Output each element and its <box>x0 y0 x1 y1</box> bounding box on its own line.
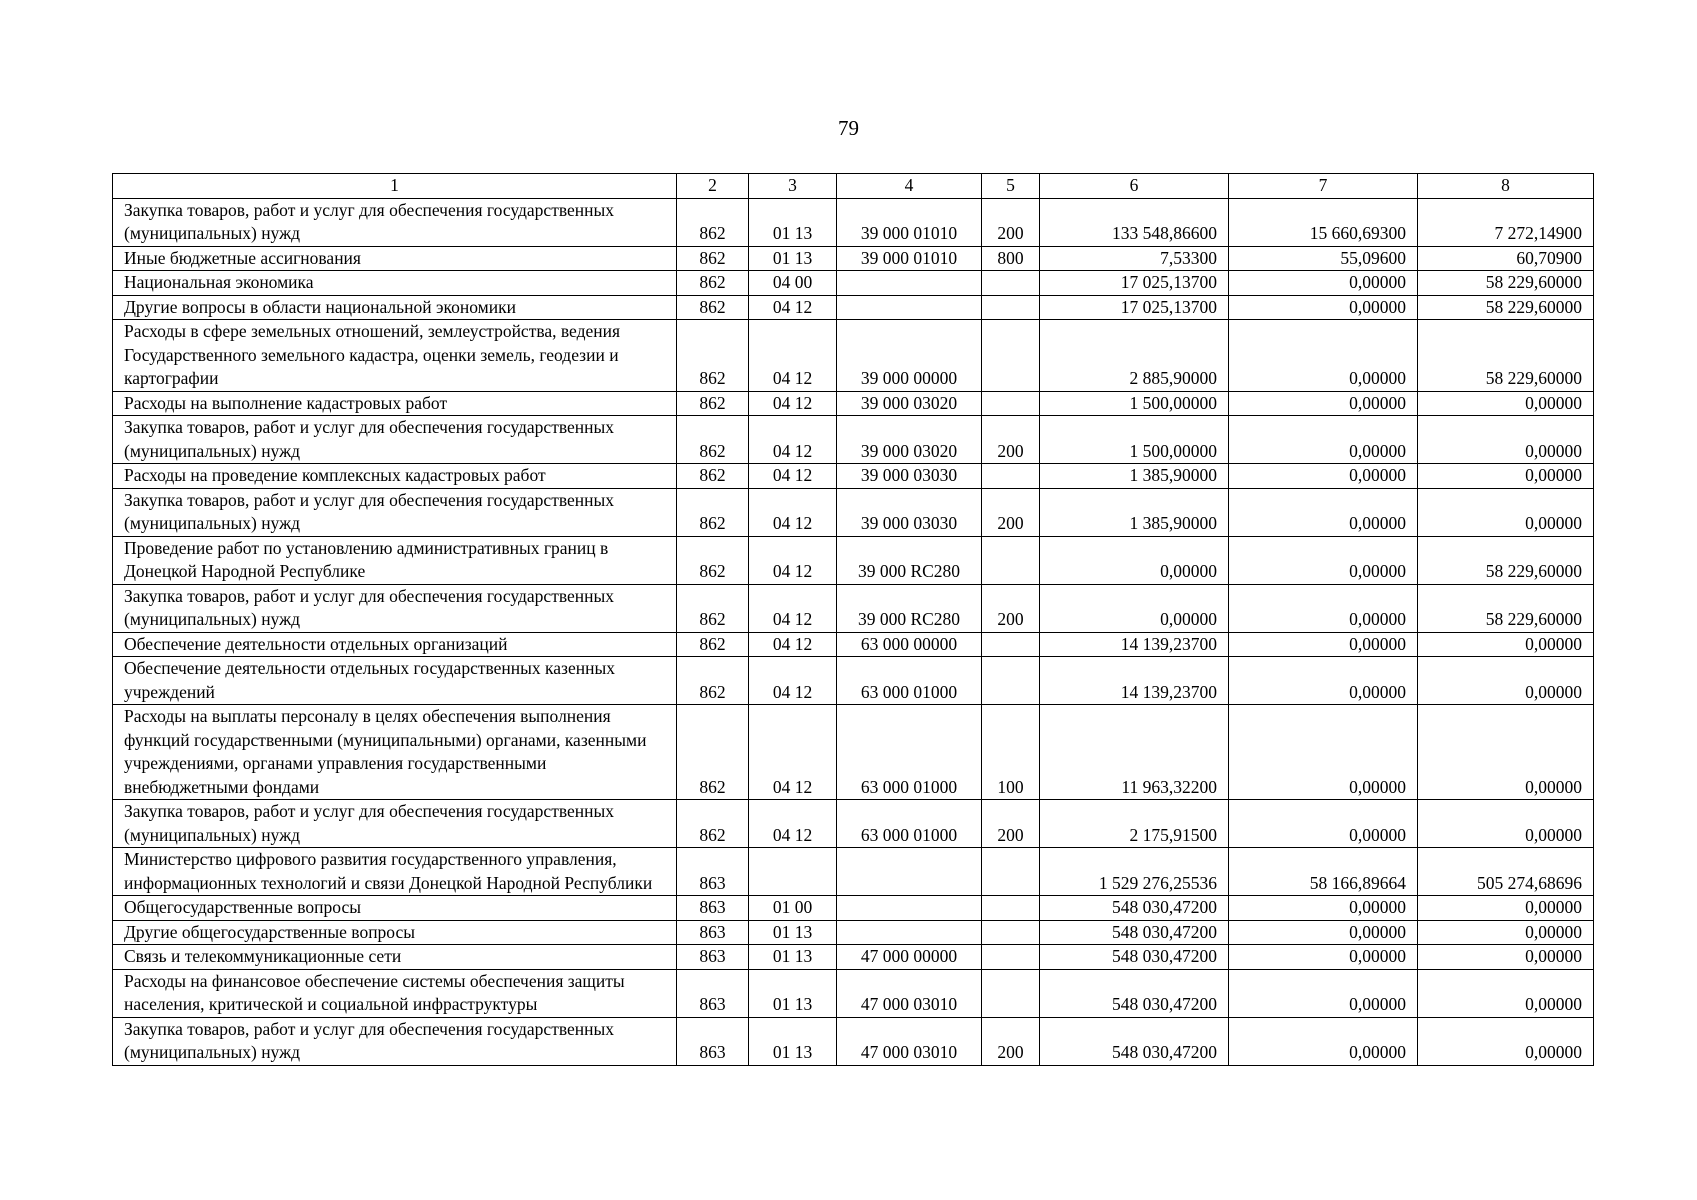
table-row <box>113 464 1594 489</box>
target-article-cell <box>837 848 982 896</box>
section-code-cell: 01 13 <box>749 198 837 246</box>
section-code-cell: 01 13 <box>749 945 837 970</box>
amount-column-7-cell: 0,00000 <box>1229 295 1418 320</box>
column-header: 5 <box>982 174 1040 199</box>
amount-column-7-cell: 0,00000 <box>1229 705 1418 800</box>
page-number: 79 <box>838 116 859 140</box>
target-article-cell: 39 000 03020 <box>837 391 982 416</box>
amount-column-7-cell: 0,00000 <box>1229 632 1418 657</box>
amount-column-7-cell: 0,00000 <box>1229 488 1418 536</box>
amount-column-8-cell: 0,00000 <box>1418 488 1594 536</box>
amount-column-8-cell: 0,00000 <box>1418 464 1594 489</box>
target-article-cell: 39 000 03020 <box>837 416 982 464</box>
expense-name-cell: Закупка товаров, работ и услуг для обеспечения государственных (муниципальных) нужд <box>113 800 677 848</box>
amount-column-8-cell: 0,00000 <box>1418 632 1594 657</box>
section-code-cell: 04 12 <box>749 391 837 416</box>
expense-type-cell <box>982 295 1040 320</box>
ministry-code-cell: 862 <box>677 391 749 416</box>
amount-column-8-cell: 58 229,60000 <box>1418 295 1594 320</box>
expense-name-cell: Расходы в сфере земельных отношений, землеустройства, ведения Государственного земельного кадастра, оценки земель, геодезии и картографии <box>113 320 677 392</box>
amount-column-7-cell: 0,00000 <box>1229 920 1418 945</box>
section-code-cell: 04 12 <box>749 584 837 632</box>
table-row <box>113 536 1594 584</box>
ministry-code-cell: 862 <box>677 271 749 296</box>
amount-column-6-cell: 14 139,23700 <box>1040 657 1229 705</box>
section-code-cell: 04 00 <box>749 271 837 296</box>
amount-column-7-cell: 0,00000 <box>1229 271 1418 296</box>
table-row <box>113 198 1594 246</box>
expense-name-cell: Закупка товаров, работ и услуг для обеспечения государственных (муниципальных) нужд <box>113 416 677 464</box>
expense-name-cell: Другие вопросы в области национальной экономики <box>113 295 677 320</box>
ministry-code-cell: 862 <box>677 536 749 584</box>
section-code-cell: 04 12 <box>749 488 837 536</box>
amount-column-7-cell: 0,00000 <box>1229 945 1418 970</box>
table-row <box>113 848 1594 896</box>
target-article-cell: 39 000 03030 <box>837 488 982 536</box>
expense-type-cell <box>982 320 1040 392</box>
target-article-cell: 63 000 01000 <box>837 800 982 848</box>
expense-type-cell <box>982 896 1040 921</box>
ministry-code-cell: 862 <box>677 800 749 848</box>
amount-column-8-cell: 505 274,68696 <box>1418 848 1594 896</box>
section-code-cell: 01 13 <box>749 246 837 271</box>
amount-column-7-cell: 55,09600 <box>1229 246 1418 271</box>
ministry-code-cell: 862 <box>677 198 749 246</box>
amount-column-7-cell: 0,00000 <box>1229 969 1418 1017</box>
amount-column-8-cell: 0,00000 <box>1418 969 1594 1017</box>
expense-type-cell: 200 <box>982 198 1040 246</box>
expense-name-cell: Закупка товаров, работ и услуг для обеспечения государственных (муниципальных) нужд <box>113 198 677 246</box>
amount-column-6-cell: 133 548,86600 <box>1040 198 1229 246</box>
expense-type-cell <box>982 536 1040 584</box>
section-code-cell: 04 12 <box>749 705 837 800</box>
table-row <box>113 488 1594 536</box>
expense-name-cell: Закупка товаров, работ и услуг для обеспечения государственных (муниципальных) нужд <box>113 584 677 632</box>
amount-column-7-cell: 0,00000 <box>1229 536 1418 584</box>
target-article-cell: 39 000 RC280 <box>837 536 982 584</box>
target-article-cell <box>837 271 982 296</box>
table-row <box>113 295 1594 320</box>
ministry-code-cell: 863 <box>677 945 749 970</box>
amount-column-6-cell: 548 030,47200 <box>1040 1017 1229 1065</box>
table-row <box>113 584 1594 632</box>
amount-column-6-cell: 2 885,90000 <box>1040 320 1229 392</box>
amount-column-8-cell: 58 229,60000 <box>1418 584 1594 632</box>
section-code-cell <box>749 848 837 896</box>
expense-name-cell: Общегосударственные вопросы <box>113 896 677 921</box>
target-article-cell: 39 000 RC280 <box>837 584 982 632</box>
ministry-code-cell: 862 <box>677 295 749 320</box>
column-header: 7 <box>1229 174 1418 199</box>
table-row <box>113 920 1594 945</box>
expense-name-cell: Национальная экономика <box>113 271 677 296</box>
table-body <box>113 198 1594 1065</box>
amount-column-6-cell: 17 025,13700 <box>1040 271 1229 296</box>
amount-column-6-cell: 7,53300 <box>1040 246 1229 271</box>
expense-type-cell <box>982 391 1040 416</box>
expense-name-cell: Закупка товаров, работ и услуг для обеспечения государственных (муниципальных) нужд <box>113 488 677 536</box>
expense-name-cell: Закупка товаров, работ и услуг для обеспечения государственных (муниципальных) нужд <box>113 1017 677 1065</box>
section-code-cell: 01 13 <box>749 920 837 945</box>
amount-column-6-cell: 0,00000 <box>1040 536 1229 584</box>
target-article-cell <box>837 920 982 945</box>
expense-type-cell <box>982 920 1040 945</box>
amount-column-7-cell: 0,00000 <box>1229 1017 1418 1065</box>
target-article-cell <box>837 295 982 320</box>
table-row <box>113 391 1594 416</box>
target-article-cell: 63 000 01000 <box>837 705 982 800</box>
amount-column-7-cell: 0,00000 <box>1229 800 1418 848</box>
expense-type-cell: 800 <box>982 246 1040 271</box>
amount-column-6-cell: 2 175,91500 <box>1040 800 1229 848</box>
amount-column-6-cell: 17 025,13700 <box>1040 295 1229 320</box>
ministry-code-cell: 863 <box>677 848 749 896</box>
column-header: 4 <box>837 174 982 199</box>
expense-name-cell: Расходы на выполнение кадастровых работ <box>113 391 677 416</box>
target-article-cell: 63 000 01000 <box>837 657 982 705</box>
amount-column-8-cell: 0,00000 <box>1418 800 1594 848</box>
expense-type-cell: 200 <box>982 488 1040 536</box>
section-code-cell: 04 12 <box>749 800 837 848</box>
amount-column-6-cell: 548 030,47200 <box>1040 896 1229 921</box>
ministry-code-cell: 862 <box>677 246 749 271</box>
table-row <box>113 271 1594 296</box>
section-code-cell: 04 12 <box>749 416 837 464</box>
table-row <box>113 416 1594 464</box>
expense-name-cell: Другие общегосударственные вопросы <box>113 920 677 945</box>
amount-column-7-cell: 15 660,69300 <box>1229 198 1418 246</box>
amount-column-6-cell: 548 030,47200 <box>1040 969 1229 1017</box>
ministry-code-cell: 862 <box>677 416 749 464</box>
table-row <box>113 320 1594 392</box>
ministry-code-cell: 862 <box>677 464 749 489</box>
target-article-cell: 63 000 00000 <box>837 632 982 657</box>
amount-column-8-cell: 58 229,60000 <box>1418 271 1594 296</box>
expense-type-cell: 100 <box>982 705 1040 800</box>
expense-type-cell: 200 <box>982 584 1040 632</box>
amount-column-6-cell: 11 963,32200 <box>1040 705 1229 800</box>
expense-name-cell: Обеспечение деятельности отдельных государственных казенных учреждений <box>113 657 677 705</box>
amount-column-8-cell: 0,00000 <box>1418 945 1594 970</box>
table-row <box>113 800 1594 848</box>
table-row <box>113 969 1594 1017</box>
section-code-cell: 01 13 <box>749 969 837 1017</box>
amount-column-7-cell: 0,00000 <box>1229 416 1418 464</box>
expense-type-cell <box>982 271 1040 296</box>
column-header: 8 <box>1418 174 1594 199</box>
target-article-cell: 39 000 01010 <box>837 246 982 271</box>
amount-column-8-cell: 0,00000 <box>1418 1017 1594 1065</box>
table-row <box>113 657 1594 705</box>
expense-type-cell <box>982 464 1040 489</box>
amount-column-7-cell: 0,00000 <box>1229 320 1418 392</box>
expense-name-cell: Обеспечение деятельности отдельных организаций <box>113 632 677 657</box>
expense-name-cell: Расходы на выплаты персоналу в целях обеспечения выполнения функций государственными (муниципальными) органами, казенными учреждениями, органами управления государственными внебюджетными фондами <box>113 705 677 800</box>
amount-column-7-cell: 0,00000 <box>1229 896 1418 921</box>
amount-column-6-cell: 1 385,90000 <box>1040 488 1229 536</box>
amount-column-6-cell: 548 030,47200 <box>1040 945 1229 970</box>
budget-table <box>112 173 1594 1066</box>
amount-column-8-cell: 0,00000 <box>1418 920 1594 945</box>
amount-column-8-cell: 0,00000 <box>1418 391 1594 416</box>
column-header: 3 <box>749 174 837 199</box>
target-article-cell: 39 000 01010 <box>837 198 982 246</box>
expense-type-cell <box>982 632 1040 657</box>
expense-type-cell: 200 <box>982 800 1040 848</box>
amount-column-7-cell: 0,00000 <box>1229 584 1418 632</box>
amount-column-6-cell: 1 500,00000 <box>1040 391 1229 416</box>
amount-column-6-cell: 0,00000 <box>1040 584 1229 632</box>
table-row <box>113 705 1594 800</box>
target-article-cell <box>837 896 982 921</box>
amount-column-8-cell: 0,00000 <box>1418 657 1594 705</box>
expense-type-cell: 200 <box>982 1017 1040 1065</box>
ministry-code-cell: 863 <box>677 1017 749 1065</box>
expense-name-cell: Иные бюджетные ассигнования <box>113 246 677 271</box>
section-code-cell: 01 13 <box>749 1017 837 1065</box>
expense-type-cell <box>982 945 1040 970</box>
ministry-code-cell: 862 <box>677 705 749 800</box>
target-article-cell: 47 000 03010 <box>837 969 982 1017</box>
section-code-cell: 01 00 <box>749 896 837 921</box>
section-code-cell: 04 12 <box>749 632 837 657</box>
amount-column-6-cell: 1 385,90000 <box>1040 464 1229 489</box>
table-header-row <box>113 174 1594 199</box>
amount-column-8-cell: 60,70900 <box>1418 246 1594 271</box>
amount-column-8-cell: 7 272,14900 <box>1418 198 1594 246</box>
section-code-cell: 04 12 <box>749 536 837 584</box>
target-article-cell: 39 000 03030 <box>837 464 982 489</box>
expense-name-cell: Расходы на проведение комплексных кадастровых работ <box>113 464 677 489</box>
amount-column-8-cell: 58 229,60000 <box>1418 536 1594 584</box>
target-article-cell: 47 000 03010 <box>837 1017 982 1065</box>
amount-column-8-cell: 58 229,60000 <box>1418 320 1594 392</box>
ministry-code-cell: 862 <box>677 320 749 392</box>
expense-type-cell <box>982 848 1040 896</box>
amount-column-6-cell: 548 030,47200 <box>1040 920 1229 945</box>
ministry-code-cell: 862 <box>677 584 749 632</box>
table-row <box>113 945 1594 970</box>
target-article-cell: 47 000 00000 <box>837 945 982 970</box>
ministry-code-cell: 863 <box>677 969 749 1017</box>
ministry-code-cell: 863 <box>677 896 749 921</box>
table-row <box>113 1017 1594 1065</box>
expense-type-cell <box>982 969 1040 1017</box>
ministry-code-cell: 862 <box>677 488 749 536</box>
expense-type-cell <box>982 657 1040 705</box>
amount-column-8-cell: 0,00000 <box>1418 896 1594 921</box>
table-row <box>113 246 1594 271</box>
expense-name-cell: Министерство цифрового развития государственного управления, информационных технологий и связи Донецкой Народной Республики <box>113 848 677 896</box>
column-header: 1 <box>113 174 677 199</box>
amount-column-8-cell: 0,00000 <box>1418 705 1594 800</box>
ministry-code-cell: 863 <box>677 920 749 945</box>
amount-column-7-cell: 58 166,89664 <box>1229 848 1418 896</box>
expense-name-cell: Расходы на финансовое обеспечение системы обеспечения защиты населения, критической и социальной инфраструктуры <box>113 969 677 1017</box>
amount-column-7-cell: 0,00000 <box>1229 464 1418 489</box>
ministry-code-cell: 862 <box>677 657 749 705</box>
expense-type-cell: 200 <box>982 416 1040 464</box>
ministry-code-cell: 862 <box>677 632 749 657</box>
expense-name-cell: Связь и телекоммуникационные сети <box>113 945 677 970</box>
section-code-cell: 04 12 <box>749 464 837 489</box>
column-header: 2 <box>677 174 749 199</box>
expense-name-cell: Проведение работ по установлению административных границ в Донецкой Народной Республике <box>113 536 677 584</box>
amount-column-6-cell: 14 139,23700 <box>1040 632 1229 657</box>
section-code-cell: 04 12 <box>749 320 837 392</box>
amount-column-7-cell: 0,00000 <box>1229 391 1418 416</box>
section-code-cell: 04 12 <box>749 657 837 705</box>
table-row <box>113 632 1594 657</box>
amount-column-6-cell: 1 500,00000 <box>1040 416 1229 464</box>
section-code-cell: 04 12 <box>749 295 837 320</box>
table-row <box>113 896 1594 921</box>
amount-column-6-cell: 1 529 276,25536 <box>1040 848 1229 896</box>
amount-column-7-cell: 0,00000 <box>1229 657 1418 705</box>
amount-column-8-cell: 0,00000 <box>1418 416 1594 464</box>
target-article-cell: 39 000 00000 <box>837 320 982 392</box>
column-header: 6 <box>1040 174 1229 199</box>
